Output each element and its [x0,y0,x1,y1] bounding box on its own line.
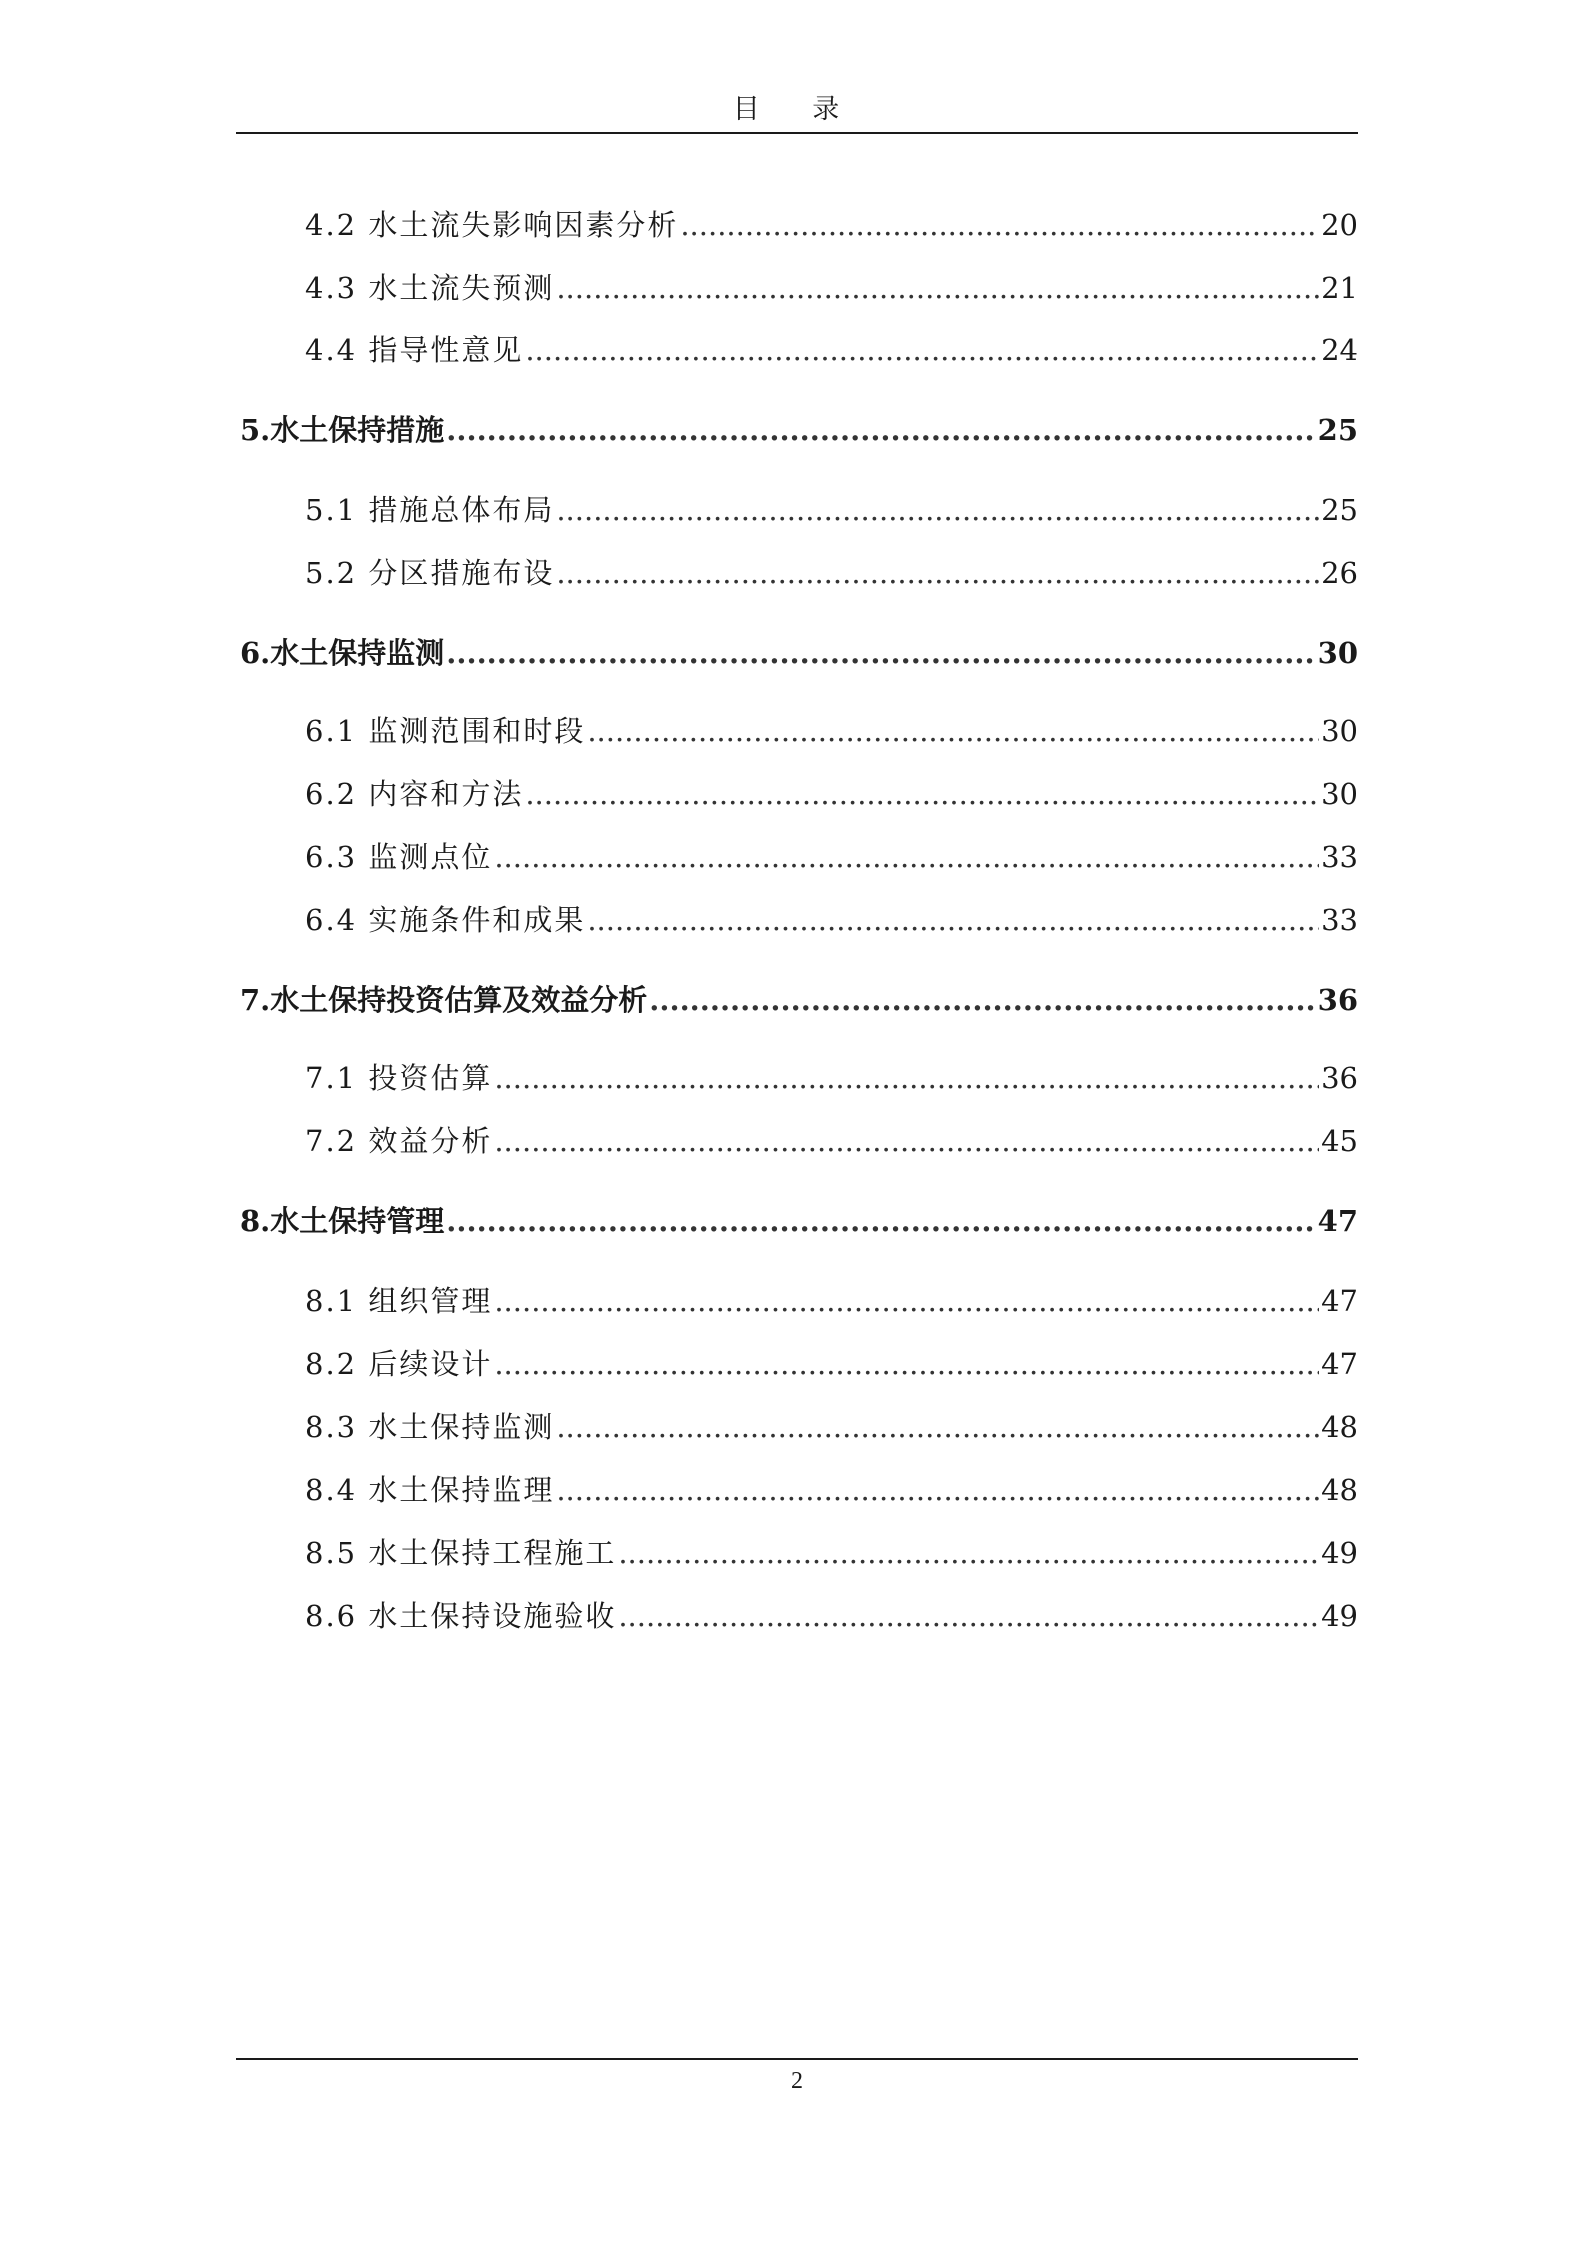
toc-entry-page: 45 [1321,1124,1358,1158]
toc-entry-page: 47 [1321,1284,1358,1318]
toc-dot-leader [587,900,1319,940]
toc-section-entry[interactable] [305,1121,1358,1161]
toc-section-entry[interactable] [305,1533,1358,1573]
toc-dot-leader [525,774,1319,814]
page-number: 2 [791,2068,803,2094]
toc-entry-page: 20 [1321,208,1358,242]
toc-dot-leader [446,410,1315,450]
toc-section-entry[interactable] [305,1470,1358,1510]
toc-section-entry[interactable] [305,1058,1358,1098]
toc-entry-page: 30 [1321,777,1358,811]
toc-entry-title: 8.5 水土保持工程施工 [305,1536,617,1570]
toc-chapter-entry[interactable] [240,633,1358,673]
toc-dot-leader [556,490,1319,530]
toc-dot-leader [494,1344,1319,1384]
toc-section-entry[interactable] [305,711,1358,751]
toc-dot-leader [494,837,1319,877]
toc-entry-title: 8.2 后续设计 [305,1347,493,1381]
toc-section-entry[interactable] [305,900,1358,940]
toc-dot-leader [446,633,1315,673]
toc-chapter-entry[interactable] [240,980,1358,1020]
toc-dot-leader [680,205,1319,245]
toc-section-entry[interactable] [305,553,1358,593]
toc-section-entry[interactable] [305,1281,1358,1321]
toc-section-entry[interactable] [305,1344,1358,1384]
toc-dot-leader [649,980,1315,1020]
toc-chapter-entry[interactable] [240,1201,1358,1241]
toc-entry-page: 21 [1321,271,1358,305]
toc-dot-leader [556,268,1319,308]
toc-entry-page: 36 [1321,1061,1358,1095]
toc-entry-title: 5.2 分区措施布设 [305,556,555,590]
toc-entry-page: 25 [1317,413,1358,447]
toc-entry-page: 49 [1321,1599,1358,1633]
toc-entry-title: 8.1 组织管理 [305,1284,493,1318]
toc-section-entry[interactable] [305,330,1358,370]
toc-dot-leader [556,1407,1319,1447]
toc-entry-title: 8.4 水土保持监理 [305,1473,555,1507]
toc-entry-page: 49 [1321,1536,1358,1570]
toc-entry-title: 4.4 指导性意见 [305,333,524,367]
toc-entry-title: 5.1 措施总体布局 [305,493,555,527]
toc-section-entry[interactable] [305,268,1358,308]
toc-section-entry[interactable] [305,205,1358,245]
toc-entry-page: 26 [1321,556,1358,590]
toc-entry-title: 5.水土保持措施 [240,413,445,447]
toc-entry-page: 33 [1321,840,1358,874]
toc-dot-leader [494,1121,1319,1161]
toc-dot-leader [494,1058,1319,1098]
toc-entry-page: 33 [1321,903,1358,937]
toc-entry-page: 30 [1321,714,1358,748]
toc-entry-title: 6.1 监测范围和时段 [305,714,586,748]
toc-entry-page: 47 [1317,1204,1358,1238]
toc-dot-leader [525,330,1319,370]
toc-section-entry[interactable] [305,1596,1358,1636]
toc-dot-leader [618,1596,1319,1636]
toc-entry-page: 25 [1321,493,1358,527]
toc-entry-page: 24 [1321,333,1358,367]
toc-entry-title: 7.水土保持投资估算及效益分析 [240,983,648,1017]
toc-entry-page: 30 [1317,636,1358,670]
toc-section-entry[interactable] [305,837,1358,877]
toc-entry-title: 4.3 水土流失预测 [305,271,555,305]
footer-rule [236,2058,1358,2060]
toc-entry-title: 6.4 实施条件和成果 [305,903,586,937]
toc-chapter-entry[interactable] [240,410,1358,450]
toc-entry-title: 8.6 水土保持设施验收 [305,1599,617,1633]
toc-entry-title: 7.2 效益分析 [305,1124,493,1158]
toc-entry-title: 6.2 内容和方法 [305,777,524,811]
toc-section-entry[interactable] [305,774,1358,814]
toc-entry-title: 8.水土保持管理 [240,1204,445,1238]
toc-entry-title: 6.水土保持监测 [240,636,445,670]
toc-dot-leader [587,711,1319,751]
toc-entry-page: 47 [1321,1347,1358,1381]
toc-entry-title: 7.1 投资估算 [305,1061,493,1095]
toc-entry-title: 8.3 水土保持监测 [305,1410,555,1444]
toc-entry-page: 36 [1317,983,1358,1017]
toc-section-entry[interactable] [305,490,1358,530]
toc-dot-leader [446,1201,1315,1241]
toc-dot-leader [618,1533,1319,1573]
toc-dot-leader [556,1470,1319,1510]
toc-entry-page: 48 [1321,1473,1358,1507]
toc-entry-title: 6.3 监测点位 [305,840,493,874]
toc-dot-leader [494,1281,1319,1321]
toc-section-entry[interactable] [305,1407,1358,1447]
toc-dot-leader [556,553,1319,593]
page-header-title: 目 录 [732,94,862,125]
toc-entry-page: 48 [1321,1410,1358,1444]
toc-entry-title: 4.2 水土流失影响因素分析 [305,208,679,242]
